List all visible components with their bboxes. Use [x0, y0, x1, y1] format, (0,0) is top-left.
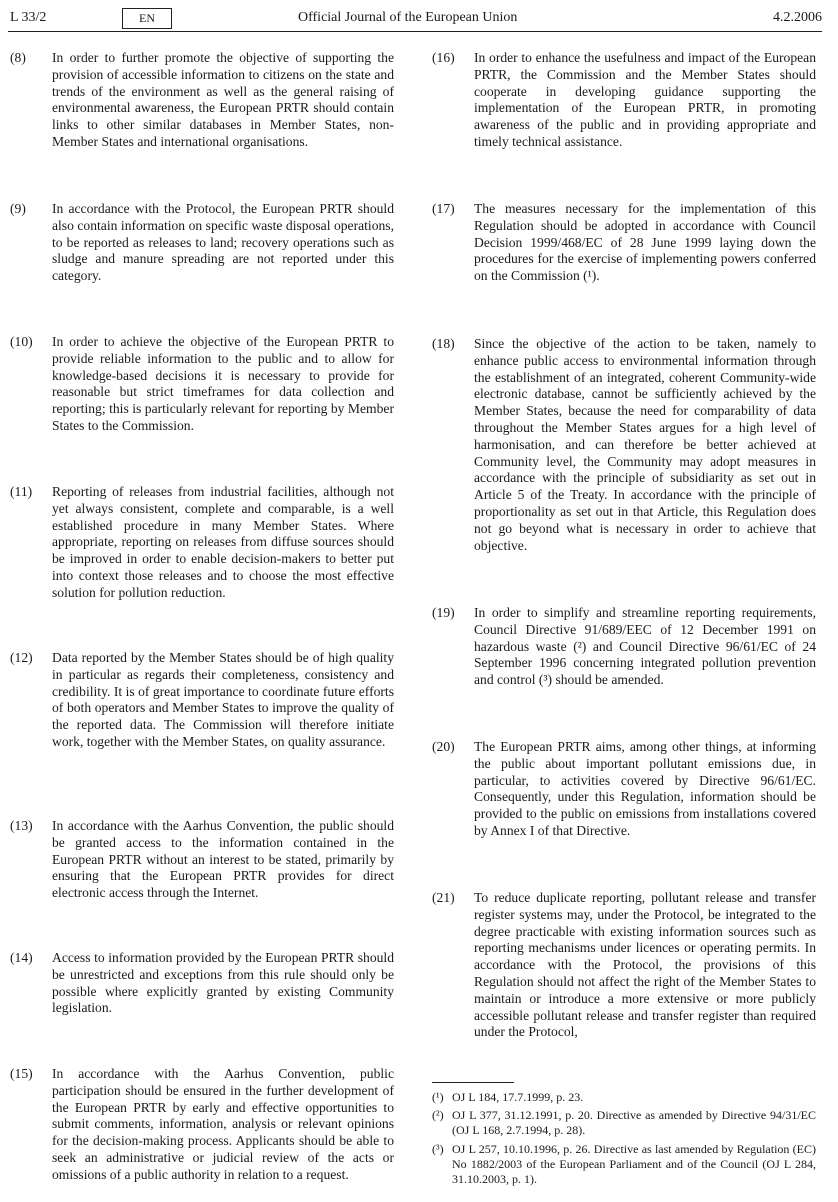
header-divider	[8, 31, 822, 32]
footnote-text: OJ L 377, 31.12.1991, p. 20. Directive as amended by Directive 94/31/EC (OJ L 168, 2.7.1994, p. 28).	[452, 1108, 816, 1138]
recital-9	[10, 201, 394, 285]
recital-number: (16)	[432, 50, 455, 65]
recital-text: In accordance with the Aarhus Convention, public participation should be ensured in the further development of the European PRTR by early and effective opportunities to submit comments, information, analysis or relevant opinions for the decision-making process. Applicants should be able to seek an administrative or judicial review of the acts or omissions of a public authority in relation to a request.	[52, 1066, 394, 1182]
footnote-number: (²)	[432, 1108, 444, 1123]
recital-21	[432, 890, 816, 1041]
recital-number: (20)	[432, 739, 455, 754]
recital-number: (14)	[10, 950, 33, 965]
recital-12	[10, 650, 394, 751]
recital-number: (13)	[10, 818, 33, 833]
recital-text: The European PRTR aims, among other things, at informing the public about important pollutant emissions due, in particular, to activities covered by Directive 96/61/EC. Consequently, under this Regulation, information should be provided to the public on emissions from installations covered by Annex I of that Directive.	[474, 739, 816, 838]
recital-text: In accordance with the Aarhus Convention, the public should be granted access to the information contained in the European PRTR without an interest to be stated, primarily by ensuring that the European PRTR provides for direct electronic access through the Internet.	[52, 818, 394, 901]
recital-text: In order to achieve the objective of the European PRTR to provide reliable information to the public and to allow for knowledge-based decisions it is necessary to provide for reasonable but strict timeframes for data collection and reporting; this is particularly relevant for reporting by Member States to the Commission.	[52, 334, 394, 433]
recital-10	[10, 334, 394, 435]
footnote-text: OJ L 257, 10.10.1996, p. 26. Directive as last amended by Regulation (EC) No 1882/2003 of the European Parliament and of the Council (OJ L 284, 31.10.2003, p. 1).	[452, 1141, 816, 1187]
recital-number: (17)	[432, 201, 455, 216]
recital-text: To reduce duplicate reporting, pollutant release and transfer register systems may, under the Protocol, be integrated to the degree practicable with existing information sources such as reporting mechanisms under licences or operating permits. In accordance with the Protocol, the provisions of this Regulation should not affect the right of the Member States to maintain or introduce a more extensive or more publicly accessible pollutant release and transfer register than required under the Protocol,	[474, 890, 816, 1040]
recital-number: (10)	[10, 334, 33, 349]
recital-number: (11)	[10, 484, 33, 499]
recital-number: (19)	[432, 605, 455, 620]
recital-15	[10, 1066, 394, 1184]
recital-text: Reporting of releases from industrial facilities, although not yet always consistent, complete and comparable, is a well established procedure in many Member States. Where appropriate, reporting on releases from diffuse sources should be improved in order to enable decision-makers to better put into context those releases and to choose the most effective solution for pollution reduction.	[52, 484, 394, 600]
footnote-number: (¹)	[432, 1090, 444, 1104]
recital-number: (12)	[10, 650, 33, 665]
footnote-text: OJ L 184, 17.7.1999, p. 23.	[452, 1090, 584, 1104]
recital-number: (9)	[10, 201, 26, 216]
page-header	[10, 8, 822, 30]
recital-19	[432, 605, 816, 689]
recital-13	[10, 818, 394, 902]
footnote-1	[432, 1090, 816, 1105]
recital-number: (21)	[432, 890, 455, 905]
recital-text: In order to enhance the usefulness and impact of the European PRTR, the Commission and the Member States should cooperate in developing guidance supporting the implementation of the European PRTR, in promoting awareness of the public and in providing appropriate and timely technical assistance.	[474, 50, 816, 149]
recital-18	[432, 336, 816, 554]
recital-number: (8)	[10, 50, 26, 65]
footnote-divider	[432, 1082, 514, 1083]
recital-20	[432, 739, 816, 840]
recital-number: (18)	[432, 336, 455, 351]
recital-text: In accordance with the Protocol, the European PRTR should also contain information on specific waste disposal operations, to be reported as releases to land; recovery operations such as sludge and manure spreading are not reported under this category.	[52, 201, 394, 284]
footnote-2	[432, 1108, 816, 1138]
journal-title: Official Journal of the European Union	[298, 10, 518, 25]
recital-text: In order to further promote the objective of supporting the provision of accessible information to citizens on the state and trends of the environment as well as the general raising of environmental awareness, the European PRTR should contain links to other similar databases in Member States, non-Member States and international organisations.	[52, 50, 394, 149]
recital-number: (15)	[10, 1066, 33, 1081]
recital-11	[10, 484, 394, 602]
recital-text: Since the objective of the action to be taken, namely to enhance public access to environmental information through the establishment of an integrated, coherent Community-wide electronic database, cannot be sufficiently achieved by the Member States, because the need for comparability of data throughout the Member States argues for a high level of harmonisation, and can therefore be better achieved at Community level, the Community may adopt measures in accordance with the principle of subsidiarity as set out in Article 5 of the Treaty. In accordance with the principle of proportionality as set out in that Article, this Regulation does not go beyond what is necessary in order to achieve that objective.	[474, 336, 816, 553]
recital-text: The measures necessary for the implementation of this Regulation should be adopted in accordance with Council Decision 1999/468/EC of 28 June 1999 laying down the procedures for the exercise of implementing powers conferred on the Commission (¹).	[474, 201, 816, 284]
page-reference: L 33/2	[10, 10, 47, 25]
footnote-number: (³)	[432, 1141, 444, 1156]
recital-text: In order to simplify and streamline reporting requirements, Council Directive 91/689/EEC of 12 December 1991 on hazardous waste (²) and Council Directive 96/61/EC of 24 September 1996 concerning integrated pollution prevention and control (³) should be amended.	[474, 605, 816, 688]
recital-text: Data reported by the Member States should be of high quality in particular as regards their completeness, consistency and credibility. It is of great importance to coordinate future efforts of both operators and Member States to improve the quality of the reported data. The Commission will therefore initiate work, together with the Member States, on quality assurance.	[52, 650, 394, 749]
recital-text: Access to information provided by the European PRTR should be unrestricted and exceptions from this rule should only be possible where explicitly granted by existing Community legislation.	[52, 950, 394, 1016]
footnotes	[432, 1090, 816, 1190]
language-badge: EN	[122, 8, 172, 29]
recital-8	[10, 50, 394, 151]
recital-14	[10, 950, 394, 1017]
publication-date: 4.2.2006	[773, 10, 822, 25]
footnote-3	[432, 1142, 816, 1188]
recital-16	[432, 50, 816, 151]
recital-17	[432, 201, 816, 285]
